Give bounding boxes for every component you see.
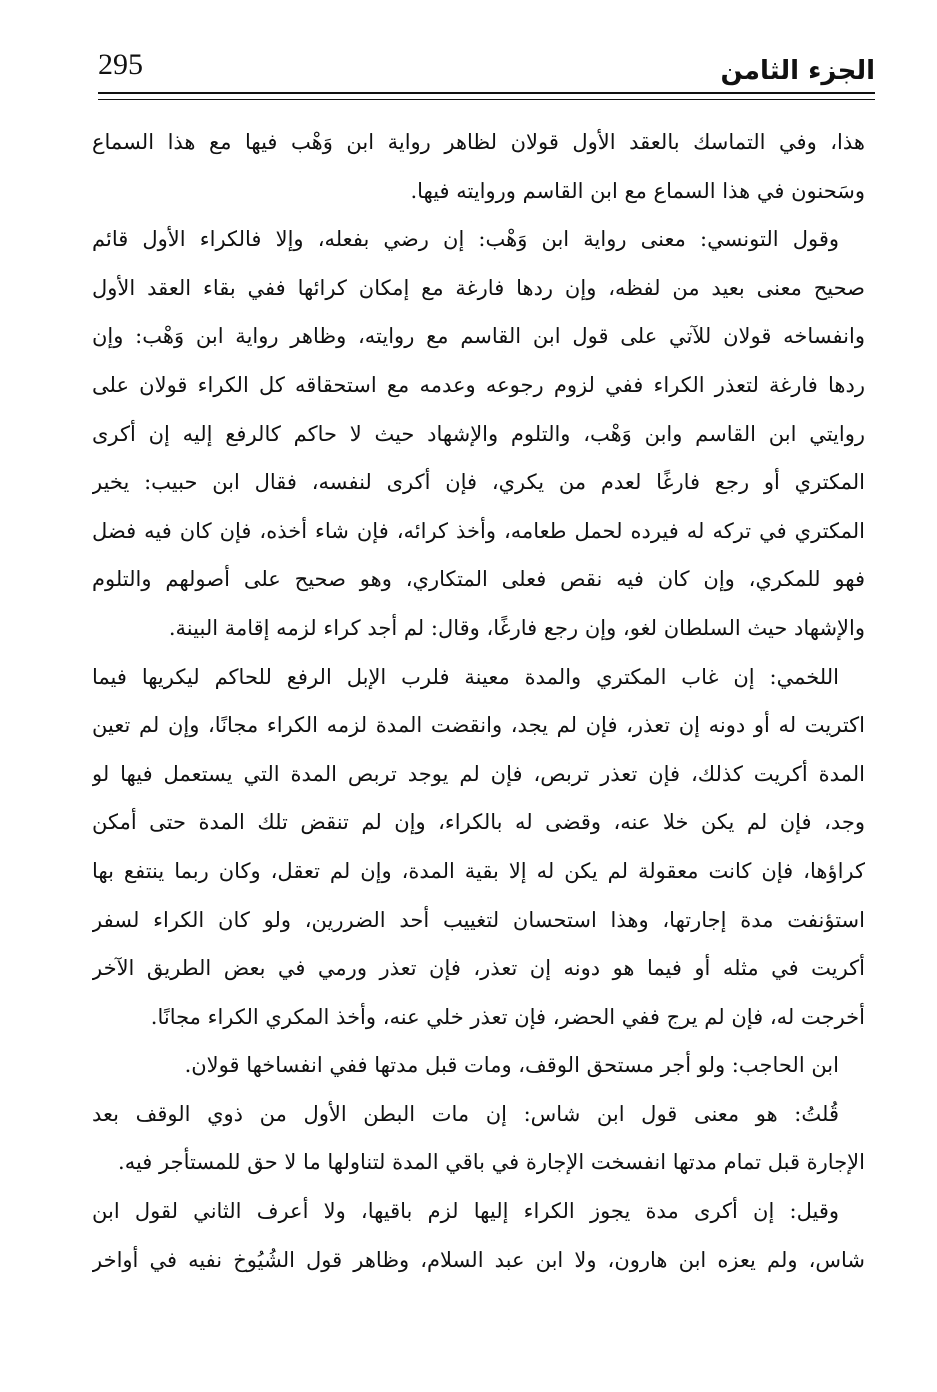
text-line: المكتري في تركه له فيرده لحمل طعامه، وأخذ كرائه، فإن شاء أخذه، فإن كان فيه فضل (92, 518, 865, 543)
text-line: اللخمي: إن غاب المكتري والمدة معينة فلرب الإبل الرفع للحاكم ليكريها فيما (92, 664, 839, 689)
text-line: كراؤها، فإن كانت معقولة لم يكن له إلا بقية المدة، وإن لم تعقل، وكان ربما ينتفع بها (92, 858, 865, 883)
text-line: هذا، وفي التماسك بالعقد الأول قولان لظاهر رواية ابن وَهْب فيها مع هذا السماع (92, 130, 865, 154)
text-line: ابن الحاجب: ولو أجر مستحق الوقف، ومات قبل مدتها ففي انفساخها قولان. (184, 1053, 839, 1078)
text-line: وقيل: إن أكرى مدة يجوز الكراء إليها لزم باقيها، ولا أعرف الثاني لقول ابن (92, 1199, 840, 1224)
running-title: الجزء الثامن (720, 56, 875, 86)
body-text (92, 118, 865, 1284)
page-header (98, 36, 875, 88)
text-line: الإجارة قبل تمام مدتها انفسخت الإجارة في باقي المدة لتناولها ما لا حق للمستأجر فيه. (118, 1150, 865, 1175)
text-line: صحيح معنى بعيد من لفظه، وإن ردها فارغة مع إمكان كرائها ففي بقاء العقد الأول (92, 275, 865, 300)
text-line: روايتي ابن القاسم وابن وَهْب، والتلوم والإشهاد حيث لا حاكم كالرفع إليه إن أكرى (92, 421, 865, 446)
text-line: فهو للمكري، وإن كان فيه نقص فعلى المتكاري، وهو صحيح على أصولهم والتلوم (92, 567, 865, 592)
text-line: المكتري أو رجع فارغًا لعدم من يكري، فإن أكرى لنفسه، فقال ابن حبيب: يخير (92, 470, 865, 495)
text-line: أخرجت له، فإن لم يرج ففي الحضر، فإن تعذر خلي عنه، وأخذ المكري الكراء مجانًا. (150, 1004, 865, 1029)
header-divider (98, 92, 875, 100)
text-line: المدة أكريت كذلك، فإن تعذر تربص، فإن لم يوجد تربص المدة التي يستعمل فيها لو (92, 761, 865, 786)
text-line: استؤنفت مدة إجارتها، وهذا استحسان لتغييب أحد الضررين، ولو كان الكراء لسفر (92, 907, 865, 932)
text-line: اكتريت له أو دونه إن تعذر، فإن لم يجد، وانقضت المدة لزمه الكراء مجانًا، وإن لم تعين (92, 713, 865, 738)
text-line: ردها فارغة لتعذر الكراء ففي لزوم رجوعه وعدمه مع استحقاقه كل الكراء قولان على (92, 372, 865, 397)
text-line: وجد، فإن لم يكن خلا عنه، وقضى له بالكراء، وإن لم تنقض تلك المدة حتى أمكن (92, 810, 865, 835)
text-line: وانفساخه قولان للآتي على قول ابن القاسم مع روايته، وظاهر رواية ابن وَهْب: وإن (92, 324, 865, 349)
page-number: 295 (98, 48, 143, 81)
text-line: وقول التونسي: معنى رواية ابن وَهْب: إن رضي بفعله، وإلا فالكراء الأول قائم (92, 227, 839, 252)
text-line: والإشهاد حيث السلطان لغو، وإن رجع فارغًا، وقال: لم أجد كراء لزمه إقامة البينة. (168, 615, 865, 640)
text-line: قُلتُ: هو معنى قول ابن شاس: إن مات البطن الأول من ذوي الوقف بعد (92, 1101, 839, 1126)
text-line: شاس، ولم يعزه ابن هارون، ولا ابن عبد السلام، وظاهر قول الشُيُوخ نفيه في أواخر (92, 1247, 865, 1272)
text-line: وسَحنون في هذا السماع مع ابن القاسم وروايته فيها. (410, 178, 865, 203)
text-line: أكريت في مثله أو فيما هو دونه إن تعذر، فإن تعذر ورمي في بعض الطريق الآخر (92, 956, 865, 981)
